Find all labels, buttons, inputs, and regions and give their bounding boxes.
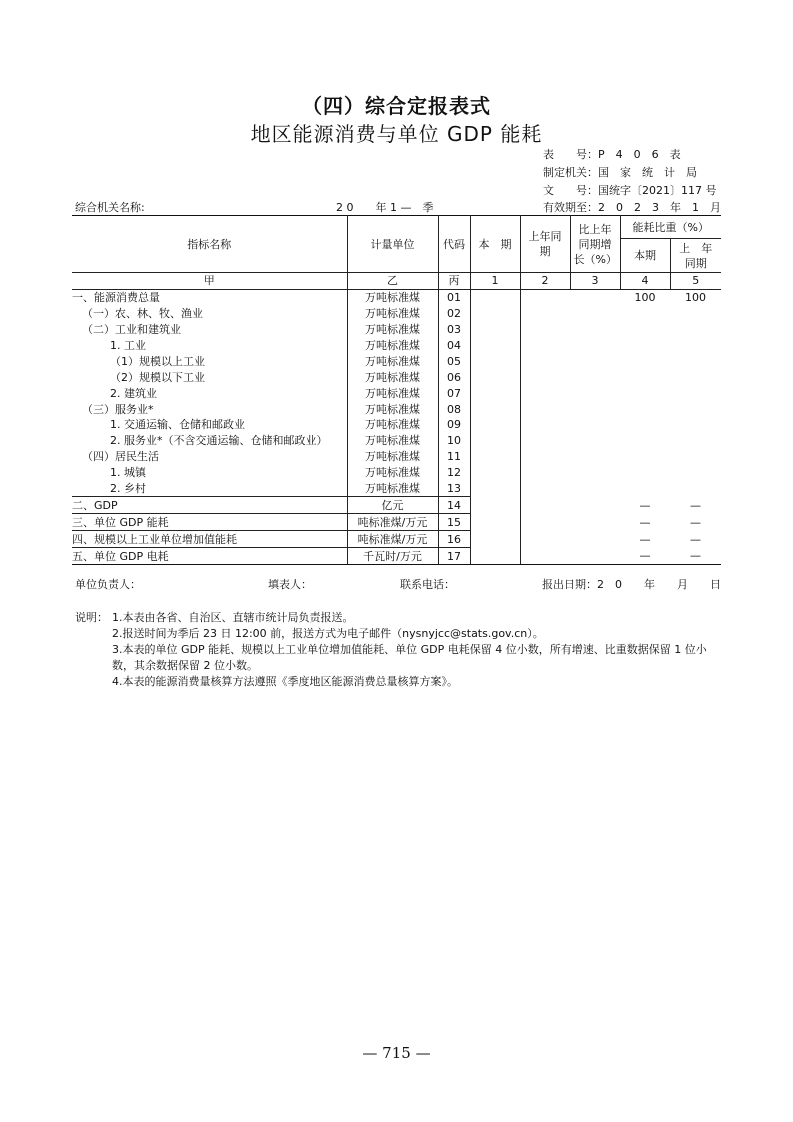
row-yoy: [570, 497, 620, 514]
row-ratio-last-year: —: [670, 548, 721, 565]
table-row: [72, 369, 721, 385]
row-name: 2. 建筑业: [72, 385, 347, 401]
row-yoy: [570, 338, 620, 354]
row-last-year: [520, 531, 570, 548]
row-unit: 千瓦时/万元: [347, 548, 438, 565]
row-ratio-last-year: —: [690, 498, 701, 512]
row-ratio-last-year: 100: [685, 291, 706, 305]
row-code: 09: [438, 417, 470, 433]
energy-consumption-table: [72, 215, 724, 565]
row-current: [470, 353, 520, 369]
row-name: （二）工业和建筑业: [72, 322, 347, 338]
row-code: 17: [438, 548, 470, 565]
note-item: 3.本表的单位 GDP 能耗、规模以上工业单位增加值能耗、单位 GDP 电耗保留 4 位小数，所有增速、比重数据保留 1 位小数，其余数据保留 2 位小数。: [112, 643, 707, 672]
row-ratio-last-year: —: [690, 515, 701, 529]
table-row: [72, 289, 721, 305]
row-current: [470, 417, 520, 433]
row-code: 12: [438, 465, 470, 481]
footer-date: 报出日期：2 0 年 月 日: [542, 578, 721, 591]
row-code: 02: [438, 306, 470, 322]
header-unit: 计量单位: [347, 216, 438, 273]
row-yoy: [570, 531, 620, 548]
row-name: 1. 城镇: [72, 465, 347, 481]
row-current: [470, 289, 520, 305]
row-code: 08: [438, 401, 470, 417]
row-current: [470, 548, 520, 565]
table-row: [72, 465, 721, 481]
header-last-year: 上年同期: [520, 216, 570, 273]
row-ratio-last-year: [670, 322, 721, 338]
row-yoy: [570, 548, 620, 565]
row-code: 14: [438, 497, 470, 514]
row-ratio-current: [620, 385, 670, 401]
note-item: 4.本表的能源消费量核算方法遵照《季度地区能源消费总量核算方案》。: [112, 675, 458, 688]
row-code: 03: [438, 322, 470, 338]
row-current: [470, 514, 520, 531]
row-yoy: [570, 465, 620, 481]
row-last-year: [520, 481, 570, 497]
header-yoy-growth: 比上年同期增长（%）: [570, 216, 620, 273]
table-row: [72, 449, 721, 465]
row-last-year: [520, 548, 570, 565]
row-last-year: [520, 322, 570, 338]
row-code: 13: [438, 481, 470, 497]
footer-phone: 联系电话：: [400, 578, 455, 591]
row-ratio-last-year: [670, 369, 721, 385]
meta-issuer: 制定机关：国 家 统 计 局: [543, 166, 697, 179]
page-number: — 715 —: [362, 1044, 431, 1062]
org-name-label: 综合机关名称:: [75, 201, 145, 214]
row-ratio-current: [620, 465, 670, 481]
row-code: 10: [438, 433, 470, 449]
row-current: [470, 322, 520, 338]
notes-label: 说明：: [75, 611, 108, 624]
row-code: 05: [438, 353, 470, 369]
row-yoy: [570, 306, 620, 322]
index-cell: 甲: [72, 273, 347, 290]
row-current: [470, 531, 520, 548]
row-current: [470, 465, 520, 481]
row-last-year: [520, 465, 570, 481]
row-name: 1. 交通运输、仓储和邮政业: [72, 417, 347, 433]
row-name: （一）农、林、牧、渔业: [72, 306, 347, 322]
row-name: 三、单位 GDP 能耗: [72, 514, 347, 531]
row-code: 01: [438, 289, 470, 305]
row-name: 2. 乡村: [72, 481, 347, 497]
row-yoy: [570, 481, 620, 497]
index-cell: 1: [470, 273, 520, 290]
header-current: 本 期: [470, 216, 520, 273]
header-ratio-last-year: 上 年 同期: [670, 239, 721, 273]
row-current: [470, 497, 520, 514]
row-ratio-current: [620, 481, 670, 497]
page-title: （四）综合定报表式: [302, 94, 491, 118]
row-name: （1）规模以上工业: [72, 353, 347, 369]
row-ratio-last-year: [670, 417, 721, 433]
table-row: [72, 338, 721, 354]
row-yoy: [570, 514, 620, 531]
row-code: 04: [438, 338, 470, 354]
footer-head: 单位负责人：: [75, 578, 141, 591]
row-unit: 万吨标准煤: [347, 306, 438, 322]
row-yoy: [570, 385, 620, 401]
row-name: 五、单位 GDP 电耗: [72, 548, 347, 565]
row-ratio-current: [620, 322, 670, 338]
row-ratio-current: [620, 417, 670, 433]
table-row: [72, 548, 721, 565]
row-yoy: [570, 449, 620, 465]
row-unit: 亿元: [347, 497, 438, 514]
row-current: [470, 385, 520, 401]
table-row: [72, 401, 721, 417]
row-current: [470, 481, 520, 497]
row-unit: 万吨标准煤: [347, 385, 438, 401]
row-name: 二、GDP: [72, 497, 347, 514]
row-current: [470, 401, 520, 417]
row-ratio-current: [620, 369, 670, 385]
row-unit: 万吨标准煤: [347, 322, 438, 338]
row-code: 11: [438, 449, 470, 465]
table-row: [72, 433, 721, 449]
row-code: 16: [438, 531, 470, 548]
table-row: [72, 353, 721, 369]
index-cell: 2: [520, 273, 570, 290]
row-code: 06: [438, 369, 470, 385]
note-item: 1.本表由各省、自治区、直辖市统计局负责报送。: [112, 611, 354, 624]
row-name: 四、规模以上工业单位增加值能耗: [72, 531, 347, 548]
row-unit: 万吨标准煤: [347, 369, 438, 385]
row-name: 一、能源消费总量: [72, 289, 347, 305]
row-yoy: [570, 289, 620, 305]
row-last-year: [520, 369, 570, 385]
row-ratio-last-year: [670, 481, 721, 497]
row-ratio-current: [620, 338, 670, 354]
row-ratio-current: [620, 449, 670, 465]
row-ratio-current: [620, 306, 670, 322]
row-ratio-last-year: [670, 465, 721, 481]
header-ratio-current: 本期: [620, 239, 670, 273]
row-unit: 万吨标准煤: [347, 289, 438, 305]
row-yoy: [570, 322, 620, 338]
footer-signatures: [75, 576, 721, 592]
report-period: 2 0 年 1 — 季: [336, 201, 434, 214]
row-last-year: [520, 306, 570, 322]
table-row: [72, 417, 721, 433]
row-last-year: [520, 497, 570, 514]
table-row: [72, 497, 721, 514]
table-row: [72, 531, 721, 548]
row-ratio-last-year: [670, 401, 721, 417]
row-unit: 吨标准煤/万元: [347, 531, 438, 548]
row-yoy: [570, 417, 620, 433]
row-ratio-current: —: [639, 532, 651, 546]
row-unit: 万吨标准煤: [347, 465, 438, 481]
row-ratio-last-year: [670, 385, 721, 401]
notes-section: [75, 610, 725, 690]
row-name: 1. 工业: [72, 338, 347, 354]
row-current: [470, 433, 520, 449]
row-name: （2）规模以下工业: [72, 369, 347, 385]
table-row: [72, 306, 721, 322]
row-ratio-last-year: [670, 306, 721, 322]
row-last-year: [520, 353, 570, 369]
header-ratio-group: 能耗比重（%）: [620, 216, 721, 239]
row-ratio-current: [620, 353, 670, 369]
table-row: [72, 322, 721, 338]
header-code: 代码: [438, 216, 470, 273]
table-row: [72, 514, 721, 531]
row-yoy: [570, 433, 620, 449]
row-last-year: [520, 433, 570, 449]
header-name: 指标名称: [72, 216, 347, 273]
row-name: （三）服务业*: [72, 401, 347, 417]
row-ratio-last-year: —: [690, 532, 701, 546]
row-last-year: [520, 338, 570, 354]
row-name: 2. 服务业*（不含交通运输、仓储和邮政业）: [72, 433, 347, 449]
row-yoy: [570, 401, 620, 417]
row-unit: 万吨标准煤: [347, 433, 438, 449]
row-ratio-current: 100: [634, 291, 656, 305]
index-cell: 4: [620, 273, 670, 290]
row-current: [470, 338, 520, 354]
row-ratio-current: —: [639, 498, 651, 512]
index-cell: 丙: [438, 273, 470, 290]
row-unit: 万吨标准煤: [347, 417, 438, 433]
row-last-year: [520, 514, 570, 531]
row-ratio-current: —: [620, 548, 670, 565]
row-last-year: [520, 417, 570, 433]
meta-document-number: 文 号：国统字〔2021〕117 号: [543, 184, 717, 197]
row-last-year: [520, 289, 570, 305]
footer-filler: 填表人：: [268, 578, 312, 591]
page-subtitle: 地区能源消费与单位 GDP 能耗: [250, 122, 543, 146]
meta-valid-until: 有效期至：2 0 2 3 年 1 月: [543, 201, 721, 214]
row-ratio-current: [620, 433, 670, 449]
row-code: 07: [438, 385, 470, 401]
row-ratio-last-year: [670, 353, 721, 369]
row-yoy: [570, 369, 620, 385]
note-item: 2.报送时间为季后 23 日 12:00 前，报送方式为电子邮件（nysnyjcc@stats.gov.cn）。: [112, 627, 544, 640]
row-ratio-last-year: [670, 338, 721, 354]
row-current: [470, 369, 520, 385]
row-unit: 万吨标准煤: [347, 449, 438, 465]
row-unit: 万吨标准煤: [347, 338, 438, 354]
meta-form-number: 表 号：P 4 0 6 表: [543, 148, 681, 161]
row-yoy: [570, 353, 620, 369]
row-last-year: [520, 385, 570, 401]
row-last-year: [520, 449, 570, 465]
index-cell: 3: [570, 273, 620, 290]
row-ratio-current: [620, 401, 670, 417]
row-unit: 万吨标准煤: [347, 481, 438, 497]
row-current: [470, 449, 520, 465]
row-unit: 万吨标准煤: [347, 353, 438, 369]
table-row: [72, 481, 721, 497]
row-last-year: [520, 401, 570, 417]
row-ratio-last-year: [670, 449, 721, 465]
index-cell: 乙: [347, 273, 438, 290]
row-code: 15: [438, 514, 470, 531]
index-cell: 5: [670, 273, 721, 290]
row-ratio-last-year: [670, 433, 721, 449]
table-row: [72, 385, 721, 401]
row-unit: 万吨标准煤: [347, 401, 438, 417]
row-ratio-current: —: [639, 515, 651, 529]
row-current: [470, 306, 520, 322]
row-unit: 吨标准煤/万元: [347, 514, 438, 531]
row-name: （四）居民生活: [72, 449, 347, 465]
